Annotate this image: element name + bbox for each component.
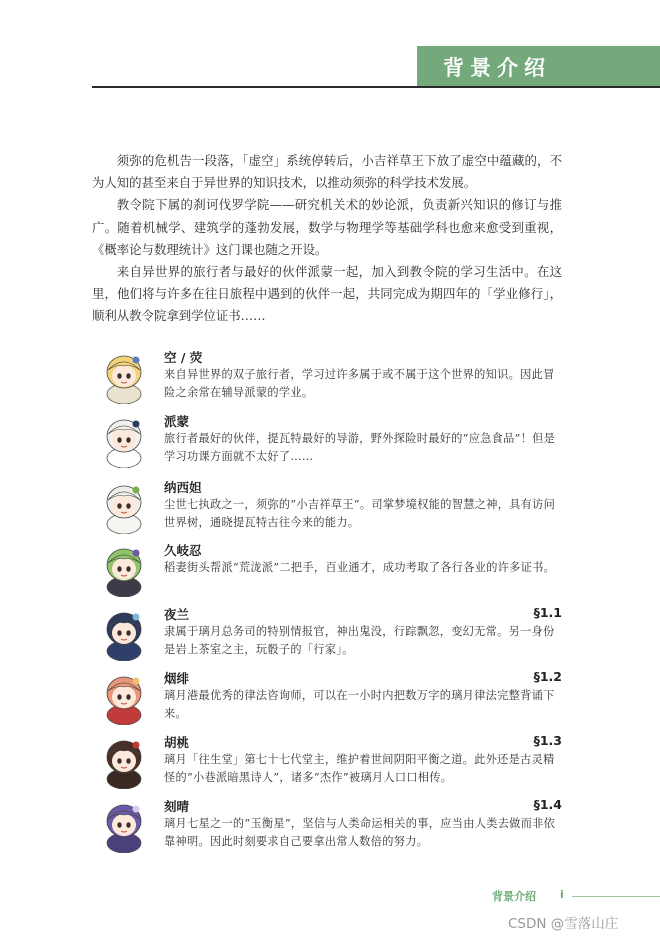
character-entry <box>96 797 566 857</box>
intro-paragraph: 须弥的危机告一段落，「虚空」系统停转后，小吉祥草王下放了虚空中蕴藏的，不为人知的甚至来自于异世界的知识技术，以推动须弥的科学技术发展。 <box>92 153 562 191</box>
chibi-portrait-icon <box>96 605 152 661</box>
character-description: 旅行者最好的伙伴，提瓦特最好的导游，野外探险时最好的“应急食品”！但是学习功课方面就不太好了…… <box>164 432 556 463</box>
character-avatar <box>96 478 152 534</box>
character-description: 隶属于璃月总务司的特别情报官，神出鬼没，行踪飘忽，变幻无常。另一身份是岩上茶室之主，玩骰子的「行家」。 <box>164 625 555 656</box>
character-avatar <box>96 733 152 789</box>
character-description: 璃月「往生堂」第七十七代堂主，维护着世间阴阳平衡之道。此外还是古灵精怪的“小巷派暗黑诗人”，诸多“杰作”被璃月人口口相传。 <box>164 753 555 784</box>
character-name: 刻晴 <box>164 799 190 814</box>
chibi-portrait-icon <box>96 541 152 597</box>
section-reference: §1.1 <box>533 605 562 620</box>
header-band <box>417 46 660 88</box>
character-name: 派蒙 <box>164 414 190 429</box>
chibi-portrait-icon <box>96 733 152 789</box>
section-reference: §1.2 <box>533 669 562 684</box>
footer-rule <box>572 896 660 897</box>
character-avatar <box>96 348 152 404</box>
watermark: CSDN @雪落山庄 <box>508 916 619 932</box>
character-name: 久岐忍 <box>164 543 202 558</box>
character-avatar <box>96 605 152 661</box>
intro-text <box>92 150 562 328</box>
header-rule <box>92 86 660 88</box>
character-name: 纳西妲 <box>164 480 202 495</box>
chibi-portrait-icon <box>96 797 152 853</box>
page-number: i <box>560 888 564 901</box>
character-entry <box>96 412 566 472</box>
intro-paragraph: 来自异世界的旅行者与最好的伙伴派蒙一起，加入到教令院的学习生活中。在这里，他们将与许多在往日旅程中遇到的伙伴一起，共同完成为期四年的「学业修行」，顺利从教令院拿到学位证书…… <box>92 264 562 324</box>
character-entry <box>96 733 566 793</box>
intro-paragraph: 教令院下属的刹诃伐罗学院——研究机关术的妙论派，负责新兴知识的修订与推广。随着机械学、建筑学的蓬勃发展，数学与物理学等基础学科也愈来愈受到重视，《概率论与数理统计》这门课也随之开设。 <box>92 197 562 257</box>
character-description: 尘世七执政之一，须弥的“小吉祥草王”。司掌梦境权能的智慧之神，具有访问世界树，通晓提瓦特古往今来的能力。 <box>164 498 556 529</box>
character-avatar <box>96 797 152 853</box>
page-title: 背景介绍 <box>443 56 551 80</box>
character-entry <box>96 348 566 408</box>
footer-title: 背景介绍 <box>492 890 536 903</box>
section-reference: §1.4 <box>533 797 562 812</box>
section-reference: §1.3 <box>533 733 562 748</box>
character-description: 稻妻街头帮派“荒泷派”二把手，百业通才，成功考取了各行各业的许多证书。 <box>164 561 556 574</box>
chibi-portrait-icon <box>96 669 152 725</box>
character-description: 来自异世界的双子旅行者，学习过许多属于或不属于这个世界的知识。因此冒险之余常在辅导派蒙的学业。 <box>164 368 555 399</box>
character-entry <box>96 478 566 538</box>
character-name: 烟绯 <box>164 671 190 686</box>
character-avatar <box>96 669 152 725</box>
character-avatar <box>96 541 152 597</box>
chibi-portrait-icon <box>96 478 152 534</box>
character-description: 璃月港最优秀的律法咨询师，可以在一小时内把数万字的璃月律法完整背诵下来。 <box>164 689 555 720</box>
character-entry <box>96 669 566 729</box>
chibi-portrait-icon <box>96 412 152 468</box>
character-avatar <box>96 412 152 468</box>
character-entry <box>96 605 566 665</box>
character-name: 胡桃 <box>164 735 190 750</box>
character-entry <box>96 541 566 601</box>
chibi-portrait-icon <box>96 348 152 404</box>
character-name: 夜兰 <box>164 607 190 622</box>
character-description: 璃月七星之一的“玉衡星”，坚信与人类命运相关的事，应当由人类去做而非依靠神明。因此时刻要求自己要拿出常人数倍的努力。 <box>164 817 556 848</box>
character-name: 空 / 荧 <box>164 350 203 365</box>
